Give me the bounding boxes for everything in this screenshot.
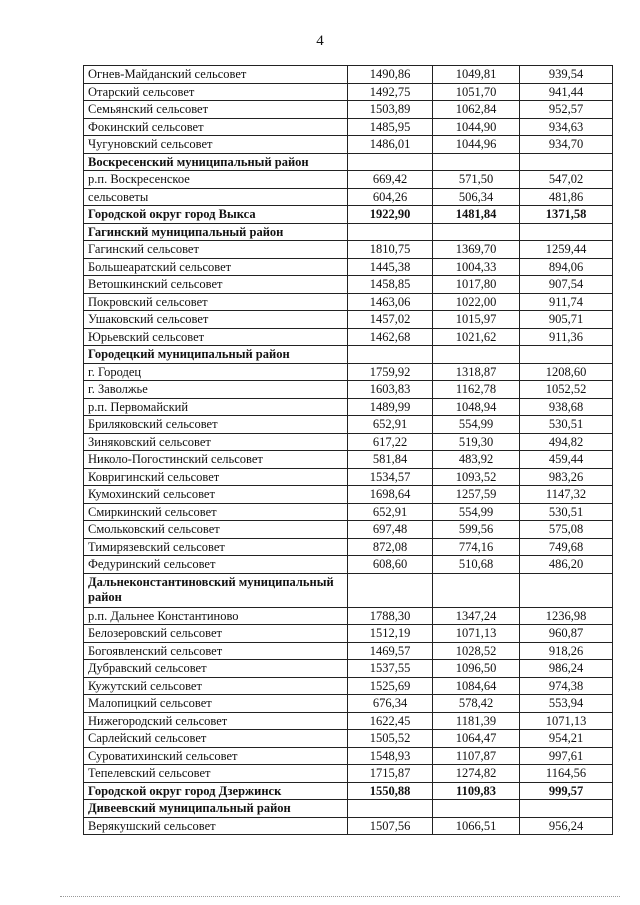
table-row xyxy=(84,433,613,451)
value-1-cell: 1505,52 xyxy=(348,730,433,748)
name-cell: Городской округ город Дзержинск xyxy=(84,782,348,800)
value-1-cell: 1525,69 xyxy=(348,677,433,695)
name-cell: Гагинский муниципальный район xyxy=(84,223,348,241)
value-3-cell: 956,24 xyxy=(520,817,613,835)
value-3-cell: 459,44 xyxy=(520,451,613,469)
table-row xyxy=(84,486,613,504)
value-1-cell: 872,08 xyxy=(348,538,433,556)
value-3-cell: 1071,13 xyxy=(520,712,613,730)
value-3-cell: 997,61 xyxy=(520,747,613,765)
value-2-cell: 1274,82 xyxy=(433,765,520,783)
name-cell: Воскресенский муниципальный район xyxy=(84,153,348,171)
value-1-cell: 1492,75 xyxy=(348,83,433,101)
value-3-cell: 911,74 xyxy=(520,293,613,311)
value-3-cell: 547,02 xyxy=(520,171,613,189)
value-2-cell: 1162,78 xyxy=(433,381,520,399)
name-cell: Николо-Погостинский сельсовет xyxy=(84,451,348,469)
value-3-cell: 481,86 xyxy=(520,188,613,206)
table-row xyxy=(84,398,613,416)
value-2-cell: 1107,87 xyxy=(433,747,520,765)
name-cell: Большеаратский сельсовет xyxy=(84,258,348,276)
table-row xyxy=(84,677,613,695)
name-cell: Дивеевский муниципальный район xyxy=(84,800,348,818)
value-1-cell: 1469,57 xyxy=(348,642,433,660)
name-cell: Федуринский сельсовет xyxy=(84,556,348,574)
value-2-cell: 1021,62 xyxy=(433,328,520,346)
name-cell: Ветошкинский сельсовет xyxy=(84,276,348,294)
value-1-cell: 1548,93 xyxy=(348,747,433,765)
table-row xyxy=(84,83,613,101)
value-2-cell: 483,92 xyxy=(433,451,520,469)
name-cell: Суроватихинский сельсовет xyxy=(84,747,348,765)
value-2-cell: 1071,13 xyxy=(433,625,520,643)
value-3-cell: 575,08 xyxy=(520,521,613,539)
value-1-cell: 1490,86 xyxy=(348,66,433,84)
value-3-cell xyxy=(520,800,613,818)
table-body xyxy=(84,66,613,835)
value-2-cell: 599,56 xyxy=(433,521,520,539)
table-row xyxy=(84,642,613,660)
value-3-cell: 530,51 xyxy=(520,503,613,521)
table-row xyxy=(84,712,613,730)
name-cell: р.п. Первомайский xyxy=(84,398,348,416)
value-1-cell: 1788,30 xyxy=(348,607,433,625)
table-row xyxy=(84,538,613,556)
value-1-cell: 1759,92 xyxy=(348,363,433,381)
district-header-row xyxy=(84,800,613,818)
value-3-cell: 1052,52 xyxy=(520,381,613,399)
table-row xyxy=(84,660,613,678)
value-1-cell: 1810,75 xyxy=(348,241,433,259)
value-1-cell: 697,48 xyxy=(348,521,433,539)
value-3-cell: 494,82 xyxy=(520,433,613,451)
value-3-cell xyxy=(520,573,613,607)
name-cell: Тимирязевский сельсовет xyxy=(84,538,348,556)
value-2-cell: 554,99 xyxy=(433,503,520,521)
value-2-cell: 510,68 xyxy=(433,556,520,574)
table-row xyxy=(84,381,613,399)
name-cell: Юрьевский сельсовет xyxy=(84,328,348,346)
table-row xyxy=(84,817,613,835)
value-2-cell: 1347,24 xyxy=(433,607,520,625)
value-3-cell: 1164,56 xyxy=(520,765,613,783)
value-2-cell: 578,42 xyxy=(433,695,520,713)
value-1-cell xyxy=(348,573,433,607)
table-row xyxy=(84,188,613,206)
name-cell: Нижегородский сельсовет xyxy=(84,712,348,730)
name-cell: Огнев-Майданский сельсовет xyxy=(84,66,348,84)
value-1-cell: 1512,19 xyxy=(348,625,433,643)
name-cell: Кужутский сельсовет xyxy=(84,677,348,695)
value-1-cell xyxy=(348,346,433,364)
value-2-cell: 1049,81 xyxy=(433,66,520,84)
value-2-cell xyxy=(433,573,520,607)
value-1-cell xyxy=(348,223,433,241)
district-header-row xyxy=(84,573,613,607)
value-1-cell: 1698,64 xyxy=(348,486,433,504)
value-3-cell: 1208,60 xyxy=(520,363,613,381)
value-1-cell: 1715,87 xyxy=(348,765,433,783)
value-2-cell: 1051,70 xyxy=(433,83,520,101)
value-3-cell: 1259,44 xyxy=(520,241,613,259)
value-2-cell: 1044,90 xyxy=(433,118,520,136)
table-row xyxy=(84,171,613,189)
name-cell: Чугуновский сельсовет xyxy=(84,136,348,154)
value-1-cell: 608,60 xyxy=(348,556,433,574)
table-row xyxy=(84,747,613,765)
value-2-cell: 1028,52 xyxy=(433,642,520,660)
table-row xyxy=(84,556,613,574)
value-3-cell: 486,20 xyxy=(520,556,613,574)
scan-edge-line xyxy=(60,896,620,898)
value-1-cell: 676,34 xyxy=(348,695,433,713)
table-row xyxy=(84,241,613,259)
name-cell: Отарский сельсовет xyxy=(84,83,348,101)
value-2-cell: 571,50 xyxy=(433,171,520,189)
name-cell: Смольковский сельсовет xyxy=(84,521,348,539)
value-2-cell: 1064,47 xyxy=(433,730,520,748)
table-row xyxy=(84,293,613,311)
value-1-cell: 652,91 xyxy=(348,416,433,434)
value-2-cell: 1109,83 xyxy=(433,782,520,800)
table-row xyxy=(84,730,613,748)
name-cell: Фокинский сельсовет xyxy=(84,118,348,136)
value-1-cell: 581,84 xyxy=(348,451,433,469)
table-row xyxy=(84,276,613,294)
value-3-cell: 553,94 xyxy=(520,695,613,713)
table-row xyxy=(84,451,613,469)
value-1-cell: 1486,01 xyxy=(348,136,433,154)
table-row xyxy=(84,607,613,625)
table-row xyxy=(84,782,613,800)
value-1-cell: 1458,85 xyxy=(348,276,433,294)
value-1-cell xyxy=(348,153,433,171)
value-3-cell: 1371,58 xyxy=(520,206,613,224)
name-cell: Городецкий муниципальный район xyxy=(84,346,348,364)
value-1-cell: 1503,89 xyxy=(348,101,433,119)
value-2-cell: 1066,51 xyxy=(433,817,520,835)
name-cell: Кумохинский сельсовет xyxy=(84,486,348,504)
value-3-cell: 934,63 xyxy=(520,118,613,136)
value-2-cell xyxy=(433,346,520,364)
value-3-cell xyxy=(520,346,613,364)
name-cell: г. Заволжье xyxy=(84,381,348,399)
value-2-cell: 1093,52 xyxy=(433,468,520,486)
value-3-cell xyxy=(520,223,613,241)
table-row xyxy=(84,206,613,224)
table-row xyxy=(84,328,613,346)
value-2-cell xyxy=(433,223,520,241)
value-3-cell: 952,57 xyxy=(520,101,613,119)
name-cell: Смиркинский сельсовет xyxy=(84,503,348,521)
value-3-cell: 938,68 xyxy=(520,398,613,416)
name-cell: Городской округ город Выкса xyxy=(84,206,348,224)
name-cell: Ковригинский сельсовет xyxy=(84,468,348,486)
name-cell: Богоявленский сельсовет xyxy=(84,642,348,660)
value-2-cell: 1096,50 xyxy=(433,660,520,678)
value-2-cell xyxy=(433,153,520,171)
district-header-row xyxy=(84,223,613,241)
value-3-cell: 918,26 xyxy=(520,642,613,660)
value-2-cell xyxy=(433,800,520,818)
value-3-cell xyxy=(520,153,613,171)
name-cell: Зиняковский сельсовет xyxy=(84,433,348,451)
value-2-cell: 506,34 xyxy=(433,188,520,206)
value-1-cell: 1485,95 xyxy=(348,118,433,136)
name-cell: Бриляковский сельсовет xyxy=(84,416,348,434)
name-cell: р.п. Дальнее Константиново xyxy=(84,607,348,625)
value-2-cell: 1369,70 xyxy=(433,241,520,259)
value-1-cell: 669,42 xyxy=(348,171,433,189)
value-3-cell: 1236,98 xyxy=(520,607,613,625)
value-3-cell: 939,54 xyxy=(520,66,613,84)
name-cell: Верякушский сельсовет xyxy=(84,817,348,835)
value-2-cell: 774,16 xyxy=(433,538,520,556)
name-cell: Семьянский сельсовет xyxy=(84,101,348,119)
page-number: 4 xyxy=(316,33,324,49)
table-row xyxy=(84,625,613,643)
value-1-cell xyxy=(348,800,433,818)
value-2-cell: 1257,59 xyxy=(433,486,520,504)
value-3-cell: 999,57 xyxy=(520,782,613,800)
table-row xyxy=(84,765,613,783)
name-cell: Тепелевский сельсовет xyxy=(84,765,348,783)
name-cell: Сарлейский сельсовет xyxy=(84,730,348,748)
district-header-row xyxy=(84,346,613,364)
table-row xyxy=(84,416,613,434)
value-3-cell: 974,38 xyxy=(520,677,613,695)
value-2-cell: 1084,64 xyxy=(433,677,520,695)
value-1-cell: 1489,99 xyxy=(348,398,433,416)
value-3-cell: 954,21 xyxy=(520,730,613,748)
value-3-cell: 941,44 xyxy=(520,83,613,101)
name-cell: сельсоветы xyxy=(84,188,348,206)
value-1-cell: 1457,02 xyxy=(348,311,433,329)
data-table xyxy=(83,65,613,835)
value-3-cell: 905,71 xyxy=(520,311,613,329)
value-3-cell: 907,54 xyxy=(520,276,613,294)
value-3-cell: 960,87 xyxy=(520,625,613,643)
table-row xyxy=(84,101,613,119)
value-1-cell: 1534,57 xyxy=(348,468,433,486)
district-header-row xyxy=(84,153,613,171)
name-cell: Белозеровский сельсовет xyxy=(84,625,348,643)
value-2-cell: 1015,97 xyxy=(433,311,520,329)
value-3-cell: 986,24 xyxy=(520,660,613,678)
table-row xyxy=(84,118,613,136)
table-row xyxy=(84,503,613,521)
name-cell: г. Городец xyxy=(84,363,348,381)
value-2-cell: 1062,84 xyxy=(433,101,520,119)
value-3-cell: 911,36 xyxy=(520,328,613,346)
value-2-cell: 519,30 xyxy=(433,433,520,451)
value-3-cell: 1147,32 xyxy=(520,486,613,504)
value-3-cell: 934,70 xyxy=(520,136,613,154)
value-2-cell: 1044,96 xyxy=(433,136,520,154)
value-1-cell: 1550,88 xyxy=(348,782,433,800)
value-3-cell: 749,68 xyxy=(520,538,613,556)
value-1-cell: 1445,38 xyxy=(348,258,433,276)
table-row xyxy=(84,468,613,486)
value-1-cell: 1462,68 xyxy=(348,328,433,346)
value-3-cell: 530,51 xyxy=(520,416,613,434)
name-cell: р.п. Воскресенское xyxy=(84,171,348,189)
name-cell: Дальнеконстантиновский муниципальный район xyxy=(84,573,348,607)
name-cell: Дубравский сельсовет xyxy=(84,660,348,678)
value-2-cell: 1048,94 xyxy=(433,398,520,416)
value-2-cell: 1318,87 xyxy=(433,363,520,381)
value-1-cell: 604,26 xyxy=(348,188,433,206)
value-3-cell: 894,06 xyxy=(520,258,613,276)
name-cell: Ушаковский сельсовет xyxy=(84,311,348,329)
table-row xyxy=(84,136,613,154)
value-2-cell: 1022,00 xyxy=(433,293,520,311)
value-1-cell: 617,22 xyxy=(348,433,433,451)
value-2-cell: 1481,84 xyxy=(433,206,520,224)
table-row xyxy=(84,521,613,539)
value-1-cell: 1463,06 xyxy=(348,293,433,311)
table-row xyxy=(84,311,613,329)
value-2-cell: 1004,33 xyxy=(433,258,520,276)
value-2-cell: 1017,80 xyxy=(433,276,520,294)
name-cell: Малопицкий сельсовет xyxy=(84,695,348,713)
table-row xyxy=(84,695,613,713)
value-1-cell: 1507,56 xyxy=(348,817,433,835)
table-row xyxy=(84,258,613,276)
table-row xyxy=(84,363,613,381)
value-1-cell: 1922,90 xyxy=(348,206,433,224)
value-1-cell: 1537,55 xyxy=(348,660,433,678)
name-cell: Гагинский сельсовет xyxy=(84,241,348,259)
value-2-cell: 1181,39 xyxy=(433,712,520,730)
value-1-cell: 652,91 xyxy=(348,503,433,521)
value-1-cell: 1622,45 xyxy=(348,712,433,730)
table-row xyxy=(84,66,613,84)
value-1-cell: 1603,83 xyxy=(348,381,433,399)
value-3-cell: 983,26 xyxy=(520,468,613,486)
value-2-cell: 554,99 xyxy=(433,416,520,434)
name-cell: Покровский сельсовет xyxy=(84,293,348,311)
